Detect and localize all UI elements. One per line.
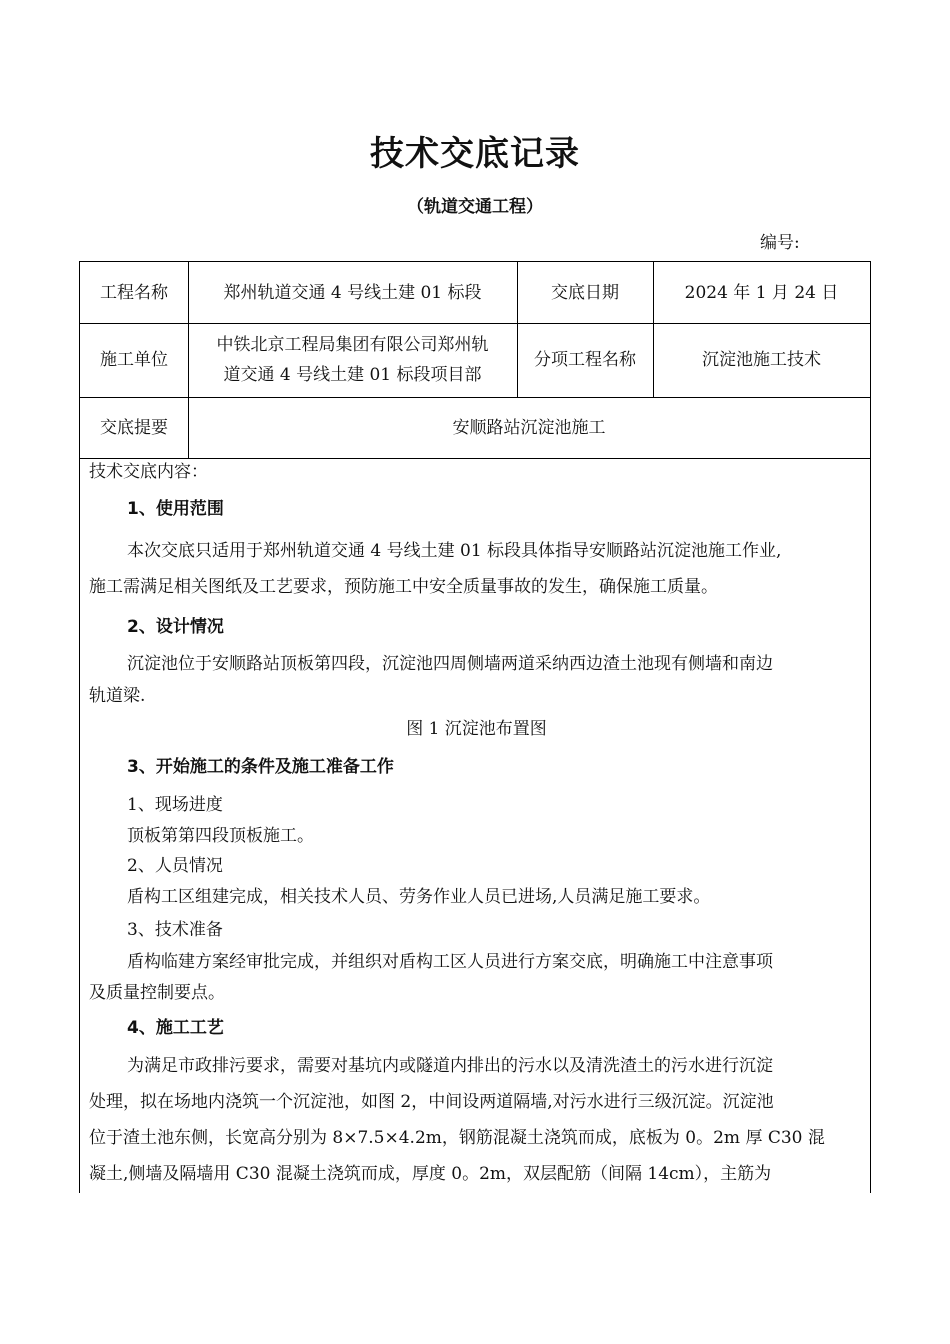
construction-unit-line: 中铁北京工程局集团有限公司郑州轨 [216,335,489,355]
subsection-heading: 1、现场进度 [127,795,223,815]
serial-number-label: 编号: [760,233,800,253]
paragraph-line: 凝土,侧墙及隔墙用 C30 混凝土浇筑而成，厚度 0。2m，双层配筋（间隔 14cm），主筋为 [89,1164,772,1184]
subproject-name-value: 沉淀池施工技术 [702,350,821,370]
figure-caption: 图 1 沉淀池布置图 [406,719,547,739]
construction-unit-line: 道交通 4 号线土建 01 标段项目部 [223,365,482,385]
handover-content [89,457,864,1193]
paragraph-line: 顶板第第四段顶板施工。 [127,826,314,846]
content-intro: 技术交底内容： [89,462,208,482]
section-heading: 3、开始施工的条件及施工准备工作 [127,757,394,777]
summary-label: 交底提要 [100,417,168,438]
summary-value: 安顺路站沉淀池施工 [452,417,606,438]
paragraph-line: 位于渣土池东侧，长宽高分别为 8×7.5×4.2m，钢筋混凝土浇筑而成，底板为 0。2m 厚 C30 混 [89,1128,825,1148]
construction-unit-value [188,323,517,397]
construction-unit-label: 施工单位 [100,350,168,370]
subsection-heading: 3、技术准备 [127,920,223,940]
paragraph-line: 轨道梁. [89,686,146,706]
section-heading: 4、施工工艺 [127,1018,224,1038]
document-title: 技术交底记录 [370,134,580,174]
paragraph-line: 盾构临建方案经审批完成，并组织对盾构工区人员进行方案交底，明确施工中注意事项 [127,952,773,972]
document-subtitle: （轨道交通工程） [407,197,543,217]
paragraph-line: 及质量控制要点。 [89,983,225,1003]
section-heading: 2、设计情况 [127,617,224,637]
paragraph-line: 本次交底只适用于郑州轨道交通 4 号线土建 01 标段具体指导安顺路站沉淀池施工作业, [127,541,782,561]
paragraph-line: 为满足市政排污要求，需要对基坑内或隧道内排出的污水以及清洗渣土的污水进行沉淀 [127,1056,773,1076]
subproject-name-label: 分项工程名称 [534,350,636,370]
paragraph-line: 处理，拟在场地内浇筑一个沉淀池，如图 2，中间设两道隔墙,对污水进行三级沉淀。沉淀池 [89,1092,774,1112]
paragraph-line: 盾构工区组建完成，相关技术人员、劳务作业人员已进场,人员满足施工要求。 [127,887,711,907]
project-name-label: 工程名称 [100,282,168,303]
subsection-heading: 2、人员情况 [127,856,223,876]
handover-date-value: 2024 年 1 月 24 日 [684,282,839,303]
paragraph-line: 沉淀池位于安顺路站顶板第四段，沉淀池四周侧墙两道采纳西边渣土池现有侧墙和南边 [127,654,773,674]
handover-date-label: 交底日期 [551,282,619,303]
section-heading: 1、使用范围 [127,499,224,519]
paragraph-line: 施工需满足相关图纸及工艺要求，预防施工中安全质量事故的发生，确保施工质量。 [89,577,718,597]
project-name-value: 郑州轨道交通 4 号线土建 01 标段 [223,282,482,303]
